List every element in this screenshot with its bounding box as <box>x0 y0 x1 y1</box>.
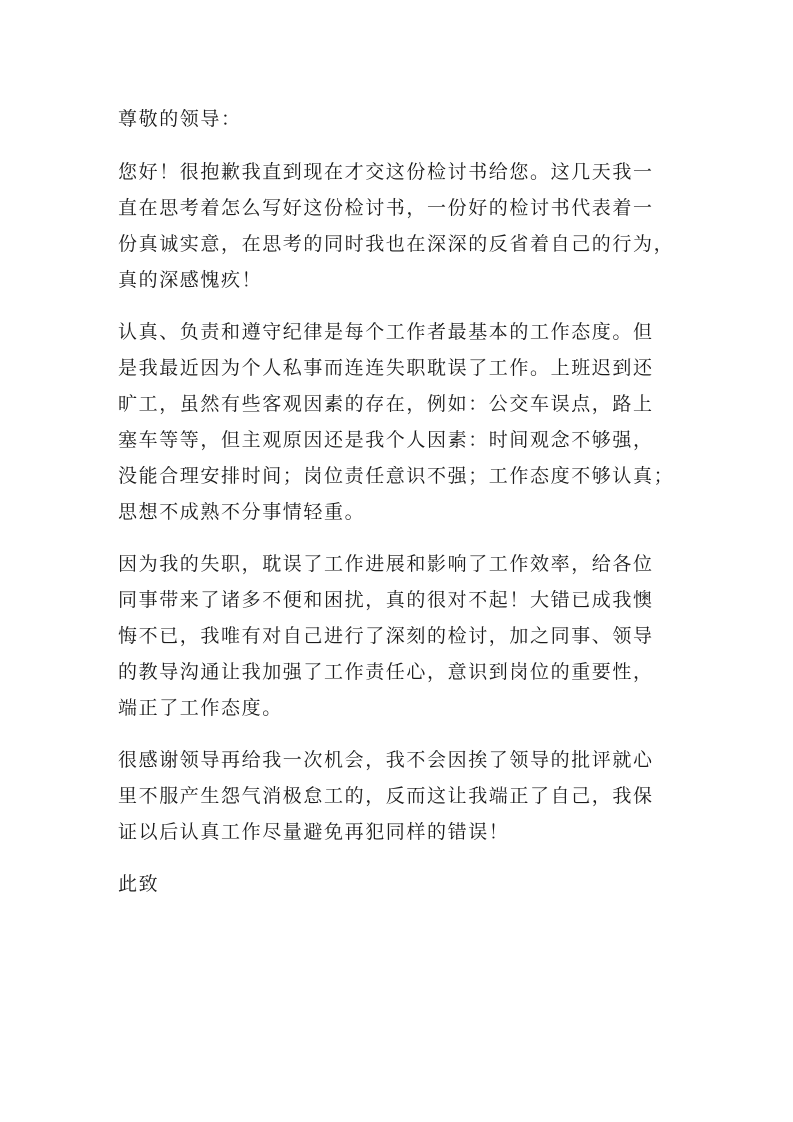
paragraph-3 <box>118 546 688 726</box>
paragraph-line: 直在思考着怎么写好这份检讨书，一份好的检讨书代表着一 <box>118 197 654 219</box>
paragraph-line: 因为我的失职，耽误了工作进展和影响了工作效率，给各位 <box>118 553 654 575</box>
paragraph-1 <box>118 154 688 298</box>
paragraph-line: 悔不已，我唯有对自己进行了深刻的检讨，加之同事、领导 <box>118 625 654 647</box>
paragraph-line: 很感谢领导再给我一次机会，我不会因挨了领导的批评就心 <box>118 749 654 771</box>
paragraph-line: 您好！很抱歉我直到现在才交这份检讨书给您。这几天我一 <box>118 161 654 183</box>
paragraph-line: 的教导沟通让我加强了工作责任心，意识到岗位的重要性， <box>118 661 654 683</box>
paragraph-line: 里不服产生怨气消极怠工的，反而这让我端正了自己，我保 <box>118 785 654 807</box>
paragraph-line: 思想不成熟不分事情轻重。 <box>118 501 366 523</box>
paragraph-line: 同事带来了诸多不便和困扰，真的很对不起！大错已成我懊 <box>118 589 654 611</box>
paragraph-line: 没能合理安排时间；岗位责任意识不强；工作态度不够认真； <box>118 465 675 487</box>
paragraph-line: 旷工，虽然有些客观因素的存在，例如：公交车误点，路上 <box>118 393 654 415</box>
salutation: 尊敬的领导： <box>118 108 242 130</box>
paragraph-4 <box>118 742 688 850</box>
closing-phrase: 此致 <box>118 873 160 895</box>
paragraph-line: 份真诚实意，在思考的同时我也在深深的反省着自己的行为， <box>118 233 675 255</box>
paragraph-line: 证以后认真工作尽量避免再犯同样的错误！ <box>118 821 510 843</box>
paragraph-2 <box>118 314 688 530</box>
paragraph-line: 真的深感愧疚！ <box>118 269 263 291</box>
paragraph-line: 塞车等等，但主观原因还是我个人因素：时间观念不够强， <box>118 429 654 451</box>
paragraph-line: 是我最近因为个人私事而连连失职耽误了工作。上班迟到还 <box>118 357 654 379</box>
paragraph-line: 认真、负责和遵守纪律是每个工作者最基本的工作态度。但 <box>118 321 654 343</box>
letter-body <box>118 101 688 902</box>
paragraph-line: 端正了工作态度。 <box>118 697 283 719</box>
